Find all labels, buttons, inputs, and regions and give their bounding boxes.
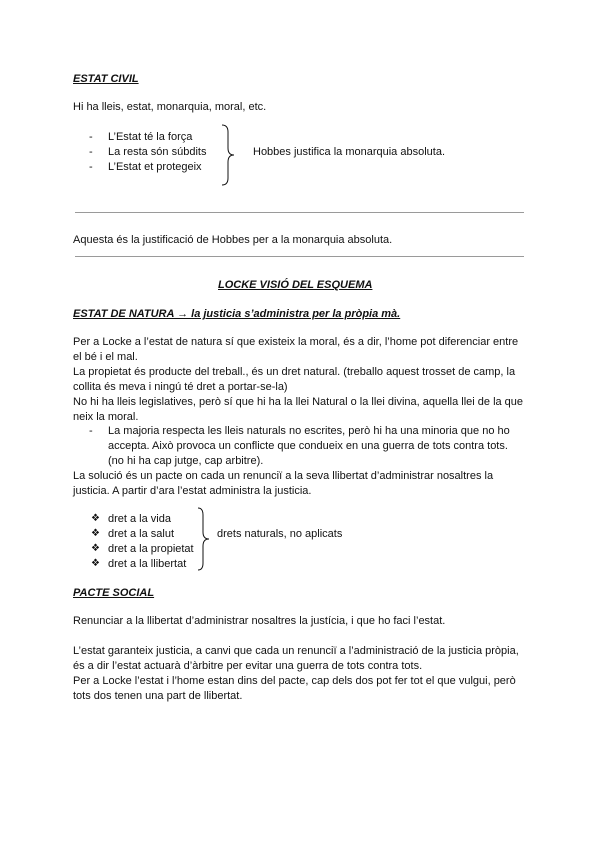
paragraph-line: neix la moral. [73,411,139,423]
paragraph-line: collita és meva i ningú té dret a portar-se-la) [73,381,288,393]
pacte-social-heading: PACTE SOCIAL [73,587,155,599]
rights-note: drets naturals, no aplicats [217,528,343,540]
rights-item: dret a la propietat [108,543,194,555]
locke-title: LOCKE VISIÓ DEL ESQUEMA [218,279,373,291]
paragraph-line: Per a Locke a l’estat de natura sí que existeix la moral, és a dir, l’home pot diferenciar entre [73,336,519,348]
right-brace-icon [220,124,240,186]
paragraph-line: La solució és un pacte on cada un renunciï a la seva llibertat d’administrar nosaltres la [73,470,494,482]
paragraph-line: La propietat és producte del treball., és un dret natural. (treballo aquest trosset de camp, la [73,366,516,378]
dash-bullet: - [89,425,93,437]
divider [75,256,524,257]
brace-note: Hobbes justifica la monarquia absoluta. [253,146,446,158]
bullet-item: L’Estat té la força [108,131,193,143]
sub-bullet-line: (no hi ha cap jutge, cap arbitre). [108,455,264,467]
diamond-bullet-icon: ❖ [91,528,100,539]
estat-civil-intro: Hi ha lleis, estat, monarquia, moral, etc. [73,101,267,113]
dash-bullet: - [89,161,93,173]
paragraph-line: Renunciar a la llibertat d’administrar nosaltres la justícia, i que ho faci l’estat. [73,615,446,627]
rights-item: dret a la vida [108,513,171,525]
right-brace-icon [196,507,214,571]
diamond-bullet-icon: ❖ [91,513,100,524]
rights-item: dret a la llibertat [108,558,187,570]
paragraph-line: L’estat garanteix justicia, a canvi que cada un renunciï a l’administració de la justicia pròpia, [73,645,519,657]
paragraph-line: el bé i el mal. [73,351,138,363]
sub-bullet-line: La majoria respecta les lleis naturals no escrites, però hi ha una minoria que no ho [108,425,510,437]
dash-bullet: - [89,131,93,143]
estat-natura-heading: ESTAT DE NATURA → la justicia s’administra per la pròpia mà. [73,308,401,320]
diamond-bullet-icon: ❖ [91,543,100,554]
divider [75,212,524,213]
paragraph-line: és a dir l’estat actuarà d’àrbitre per evitar una guerra de tots contra tots. [73,660,423,672]
sub-bullet-line: accepta. Això provoca un conflicte que condueix en una guerra de tots contra tots. [108,440,508,452]
estat-civil-heading: ESTAT CIVIL [73,73,139,85]
paragraph-line: Per a Locke l’estat i l’home estan dins del pacte, cap dels dos pot fer tot el que vulgui, però [73,675,516,687]
bullet-item: L’Estat et protegeix [108,161,202,173]
dash-bullet: - [89,146,93,158]
estat-civil-conclusion: Aquesta és la justificació de Hobbes per a la monarquia absoluta. [73,234,393,246]
paragraph-line: No hi ha lleis legislatives, però sí que hi ha la llei Natural o la llei divina, aquella llei de la que [73,396,524,408]
rights-item: dret a la salut [108,528,175,540]
diamond-bullet-icon: ❖ [91,558,100,569]
paragraph-line: justicia. A partir d’ara l’estat administra la justicia. [73,485,312,497]
bullet-item: La resta són súbdits [108,146,207,158]
paragraph-line: tots dos tenen una part de llibertat. [73,690,243,702]
